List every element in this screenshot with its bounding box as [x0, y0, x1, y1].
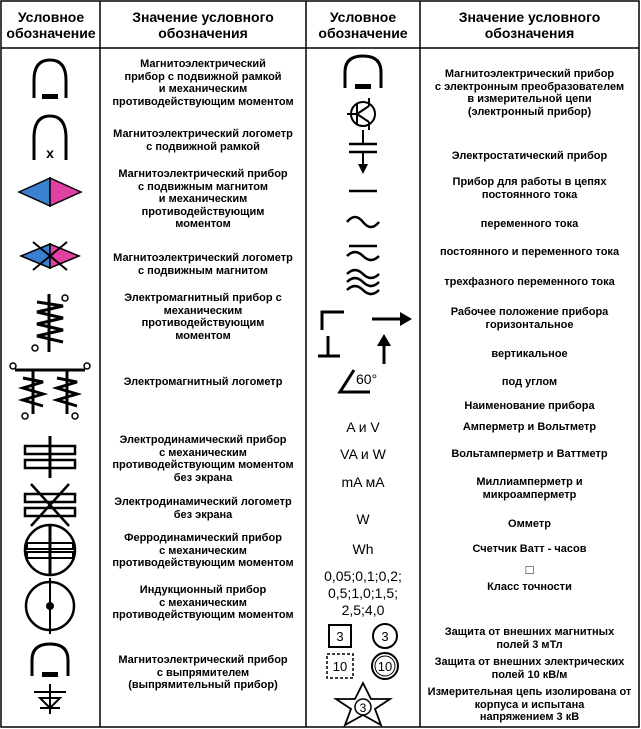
left-row-text: Электродинамический прибор с механическим противодействующим моментом без экрана — [112, 434, 294, 484]
milliammeter-symbol: mA мА — [341, 474, 385, 490]
moving-magnet-logometer-icon — [15, 236, 85, 276]
right-row-text: постоянного и переменного тока — [439, 246, 620, 258]
dc-ac-icon — [343, 240, 383, 264]
horizontal-position-icon — [316, 304, 416, 334]
electric-shield-class-icon — [323, 651, 403, 681]
left-row-text: Электродинамический логометр без экрана — [114, 496, 292, 521]
electrostatic-instrument-icon — [343, 128, 383, 178]
left-row-text: Электромагнитный логометр — [123, 376, 283, 388]
magnetic-shield-class-icon — [323, 622, 403, 650]
ac-icon — [343, 212, 383, 232]
right-row-text: Амперметр и Вольтметр — [462, 421, 597, 433]
dc-icon — [343, 186, 383, 196]
left-row-text: Магнитоэлектрический прибор с выпрямителем (выпрямительный прибор) — [118, 654, 288, 691]
left-row-text: Ферродинамический прибор с механическим противодействующим моментом — [112, 532, 294, 569]
right-row-text: Магнитоэлектрический прибор с электронным преобразователем в измерительной цепи (электронный прибор) — [434, 68, 625, 118]
right-row-text: Рабочее положение прибора горизонтальное — [450, 306, 609, 331]
electrodynamic-instrument-icon — [15, 432, 85, 482]
left-row-text: Электромагнитный прибор с механическим противодействующим моментом — [124, 292, 282, 342]
left-row-text: Магнитоэлектрический логометр с подвижным магнитом — [113, 252, 293, 277]
right-row-text: под углом — [501, 376, 558, 388]
right-row-text: Омметр — [508, 518, 551, 530]
small-square-glyph: □ — [525, 562, 534, 577]
induction-instrument-icon — [15, 576, 85, 636]
vertical-position-icon — [316, 332, 416, 366]
electromagnetic-logometer-icon — [5, 356, 95, 422]
right-row-text: Защита от внешних магнитных полей 3 мТл — [444, 626, 615, 651]
electric-circle-number: 10 — [377, 659, 393, 674]
right-row-text: Вольтамперметр и Ваттметр — [451, 448, 608, 460]
header-meaning-right: Значение условного обозначения — [458, 9, 601, 41]
right-row-text: вертикальное — [491, 348, 568, 360]
accuracy-class-symbols: 0,05;0,1;0,2; 0,5;1,0;1,5; 2,5;4,0 — [324, 568, 402, 618]
left-row-text: Магнитоэлектрический прибор с подвижной рамкой и механическим противодействующим моментом — [112, 58, 294, 108]
right-row-text: переменного тока — [480, 218, 579, 230]
header-symbol-left: Условное обозначение — [6, 9, 96, 41]
shield-square-number: 3 — [336, 629, 344, 644]
right-row-text: Класс точности — [487, 581, 572, 593]
moving-magnet-instrument-icon — [15, 172, 85, 212]
watthour-symbol: Wh — [352, 541, 374, 557]
right-row-text: Прибор для работы в цепях постоянного тока — [452, 176, 607, 201]
electromagnetic-instrument-icon — [25, 290, 75, 356]
right-row-text: Счетчик Ватт - часов — [472, 543, 587, 555]
left-row-text: Магнитоэлектрический логометр с подвижной рамкой — [113, 128, 293, 153]
ohmmeter-symbol: W — [356, 511, 370, 527]
shield-circle-number: 3 — [381, 629, 389, 644]
right-row-text: Электростатический прибор — [451, 150, 608, 162]
right-row-text: Защита от внешних электрических полей 10 кВ/м — [434, 656, 625, 681]
header-symbol-right: Условное обозначение — [318, 9, 408, 41]
right-row-text: Наименование прибора — [464, 400, 595, 412]
left-row-text: Индукционный прибор с механическим противодействующим моментом — [112, 584, 294, 621]
right-row-text: Измерительная цепь изолирована от корпуса и испытана напряжением 3 кВ — [427, 686, 632, 723]
insulation-test-star-icon — [328, 681, 398, 727]
right-row-text: Миллиамперметр и микроамперметр — [476, 476, 583, 501]
svg-text:x: x — [46, 145, 54, 161]
left-row-text: Магнитоэлектрический прибор с подвижным магнитом и механическим противодействующим моментом — [118, 168, 288, 230]
rectifier-instrument-icon — [20, 640, 80, 720]
header-meaning-left: Значение условного обозначения — [132, 9, 274, 41]
three-phase-icon — [343, 266, 383, 296]
ferrodynamic-instrument-icon — [15, 520, 85, 580]
magnetoelectric-logometer-icon — [20, 108, 80, 166]
right-row-text: трехфазного переменного тока — [444, 276, 615, 288]
magnetoelectric-moving-coil-icon — [20, 52, 80, 108]
electronic-converter-instrument-icon — [333, 52, 393, 132]
ammeter-voltmeter-symbol: A и V — [346, 419, 380, 435]
va-wattmeter-symbol: VA и W — [340, 446, 386, 462]
electric-square-number: 10 — [332, 659, 348, 674]
star-number: 3 — [359, 701, 367, 715]
angle-label: 60° — [356, 371, 378, 387]
